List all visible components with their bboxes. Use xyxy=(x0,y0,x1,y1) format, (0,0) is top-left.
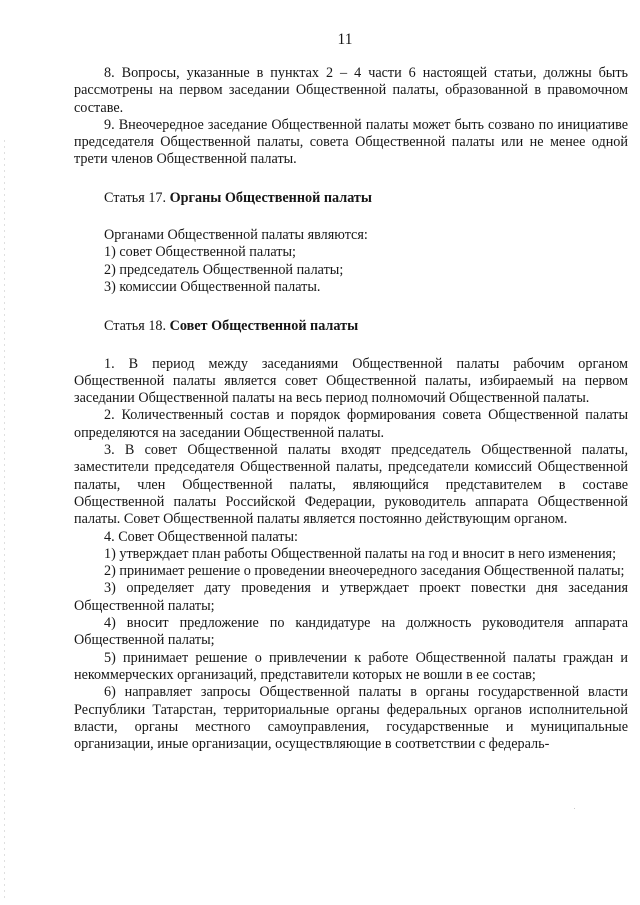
article-18-list-item: 3) определяет дату проведения и утверждает проект повестки дня заседания Общественной палаты; xyxy=(74,580,628,614)
paragraph-9: 9. Внеочередное заседание Общественной палаты может быть созвано по инициативе председателя Общественной палаты, совета Общественной палаты или не менее одной трети членов Общественной палаты. xyxy=(74,116,628,168)
article-18-list-item: 2) принимает решение о проведении внеочередного заседания Общественной палаты; xyxy=(104,563,625,580)
article-18-list-item: 5) принимает решение о привлечении к работе Общественной палаты граждан и некоммерческих организаций, представители которых не вошли в ее состав; xyxy=(74,649,628,683)
paragraph-8: 8. Вопросы, указанные в пунктах 2 – 4 части 6 настоящей статьи, должны быть рассмотрены на первом заседании Общественной палаты, образованной в правомочном составе. xyxy=(74,65,628,116)
scan-margin-artifact xyxy=(4,140,5,900)
article-18-title: Совет Общественной палаты xyxy=(169,318,359,335)
scan-dust xyxy=(574,808,575,809)
article-18-paragraph: 3. В совет Общественной палаты входят председатель Общественной палаты, заместители председателя Общественной палаты, председатели комиссий Общественной палаты, член Общественной палаты, являющийся представителем в составе Общественной палаты Российской Федерации, руководитель аппарата Общественной палаты. Совет Общественной палаты является постоянно действующим органом. xyxy=(74,442,628,528)
article-17-label: Статья 17. xyxy=(104,189,167,206)
article-18-list-item: 1) утверждает план работы Общественной палаты на год и вносит в него изменения; xyxy=(104,545,617,562)
article-18-list-item: 4) вносит предложение по кандидатуре на должность руководителя аппарата Общественной палаты; xyxy=(74,615,628,649)
article-17-intro: Органами Общественной палаты являются: xyxy=(104,227,368,244)
article-18-paragraph: 2. Количественный состав и порядок формирования совета Общественной палаты определяются на заседании Общественной палаты. xyxy=(74,407,628,441)
article-17-title: Органы Общественной палаты xyxy=(169,189,372,206)
article-18-list-item: 6) направляет запросы Общественной палаты в органы государственной власти Республики Татарстан, территориальные органы федеральных органов исполнительной власти, органы местного самоуправления, государственные и муниципальные организации, иные организации, осуществляющие в соответствии с федераль- xyxy=(74,684,628,753)
article-17-item: 2) председатель Общественной палаты; xyxy=(104,261,344,278)
article-18-paragraph: 1. В период между заседаниями Общественной палаты рабочим органом Общественной палаты является совет Общественной палаты, избираемый на первом заседании Общественной палаты на весь период полномочий Общественной палаты. xyxy=(74,355,628,407)
article-18-heading xyxy=(74,318,628,335)
article-18-paragraph: 4. Совет Общественной палаты: xyxy=(104,528,298,545)
article-17-heading xyxy=(74,190,628,207)
article-17-item: 3) комиссии Общественной палаты. xyxy=(104,278,321,295)
article-17-item: 1) совет Общественной палаты; xyxy=(104,244,296,261)
article-18-label: Статья 18. xyxy=(104,318,167,335)
document-body xyxy=(74,65,628,753)
page-number: 11 xyxy=(337,31,353,48)
